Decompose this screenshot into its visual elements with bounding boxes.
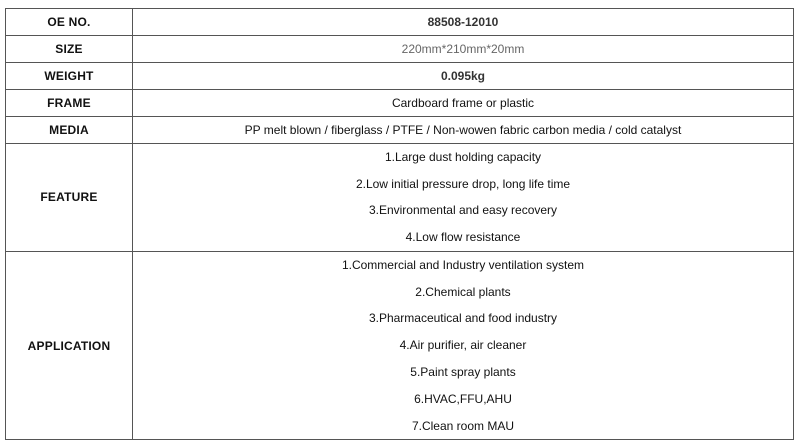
application-list <box>133 251 794 440</box>
row-oe-no <box>6 9 794 36</box>
feature-item: 2.Low initial pressure drop, long life time <box>355 176 571 191</box>
feature-item: 4.Low flow resistance <box>405 230 521 245</box>
feature-item: 3.Environmental and easy recovery <box>368 203 558 218</box>
weight-value: 0.095kg <box>133 63 794 90</box>
application-item: 7.Clean room MAU <box>411 418 515 433</box>
application-label: APPLICATION <box>6 251 133 440</box>
feature-list <box>133 144 794 252</box>
media-value: PP melt blown / fiberglass / PTFE / Non-wowen fabric carbon media / cold catalyst <box>133 117 794 144</box>
application-item: 3.Pharmaceutical and food industry <box>368 311 558 326</box>
row-application <box>6 251 794 440</box>
application-item: 6.HVAC,FFU,AHU <box>414 391 512 406</box>
row-size <box>6 36 794 63</box>
application-item: 4.Air purifier, air cleaner <box>399 338 527 353</box>
weight-label: WEIGHT <box>6 63 133 90</box>
row-weight <box>6 63 794 90</box>
row-feature <box>6 144 794 252</box>
size-label: SIZE <box>6 36 133 63</box>
feature-label: FEATURE <box>6 144 133 252</box>
application-item: 1.Commercial and Industry ventilation system <box>341 257 585 272</box>
oe-no-value: 88508-12010 <box>133 9 794 36</box>
application-item: 5.Paint spray plants <box>410 364 516 379</box>
row-media <box>6 117 794 144</box>
media-label: MEDIA <box>6 117 133 144</box>
frame-label: FRAME <box>6 90 133 117</box>
spec-table <box>5 8 794 440</box>
frame-value: Cardboard frame or plastic <box>133 90 794 117</box>
size-value: 220mm*210mm*20mm <box>133 36 794 63</box>
application-item: 2.Chemical plants <box>415 284 511 299</box>
feature-item: 1.Large dust holding capacity <box>384 150 542 164</box>
row-frame <box>6 90 794 117</box>
oe-no-label: OE NO. <box>6 9 133 36</box>
